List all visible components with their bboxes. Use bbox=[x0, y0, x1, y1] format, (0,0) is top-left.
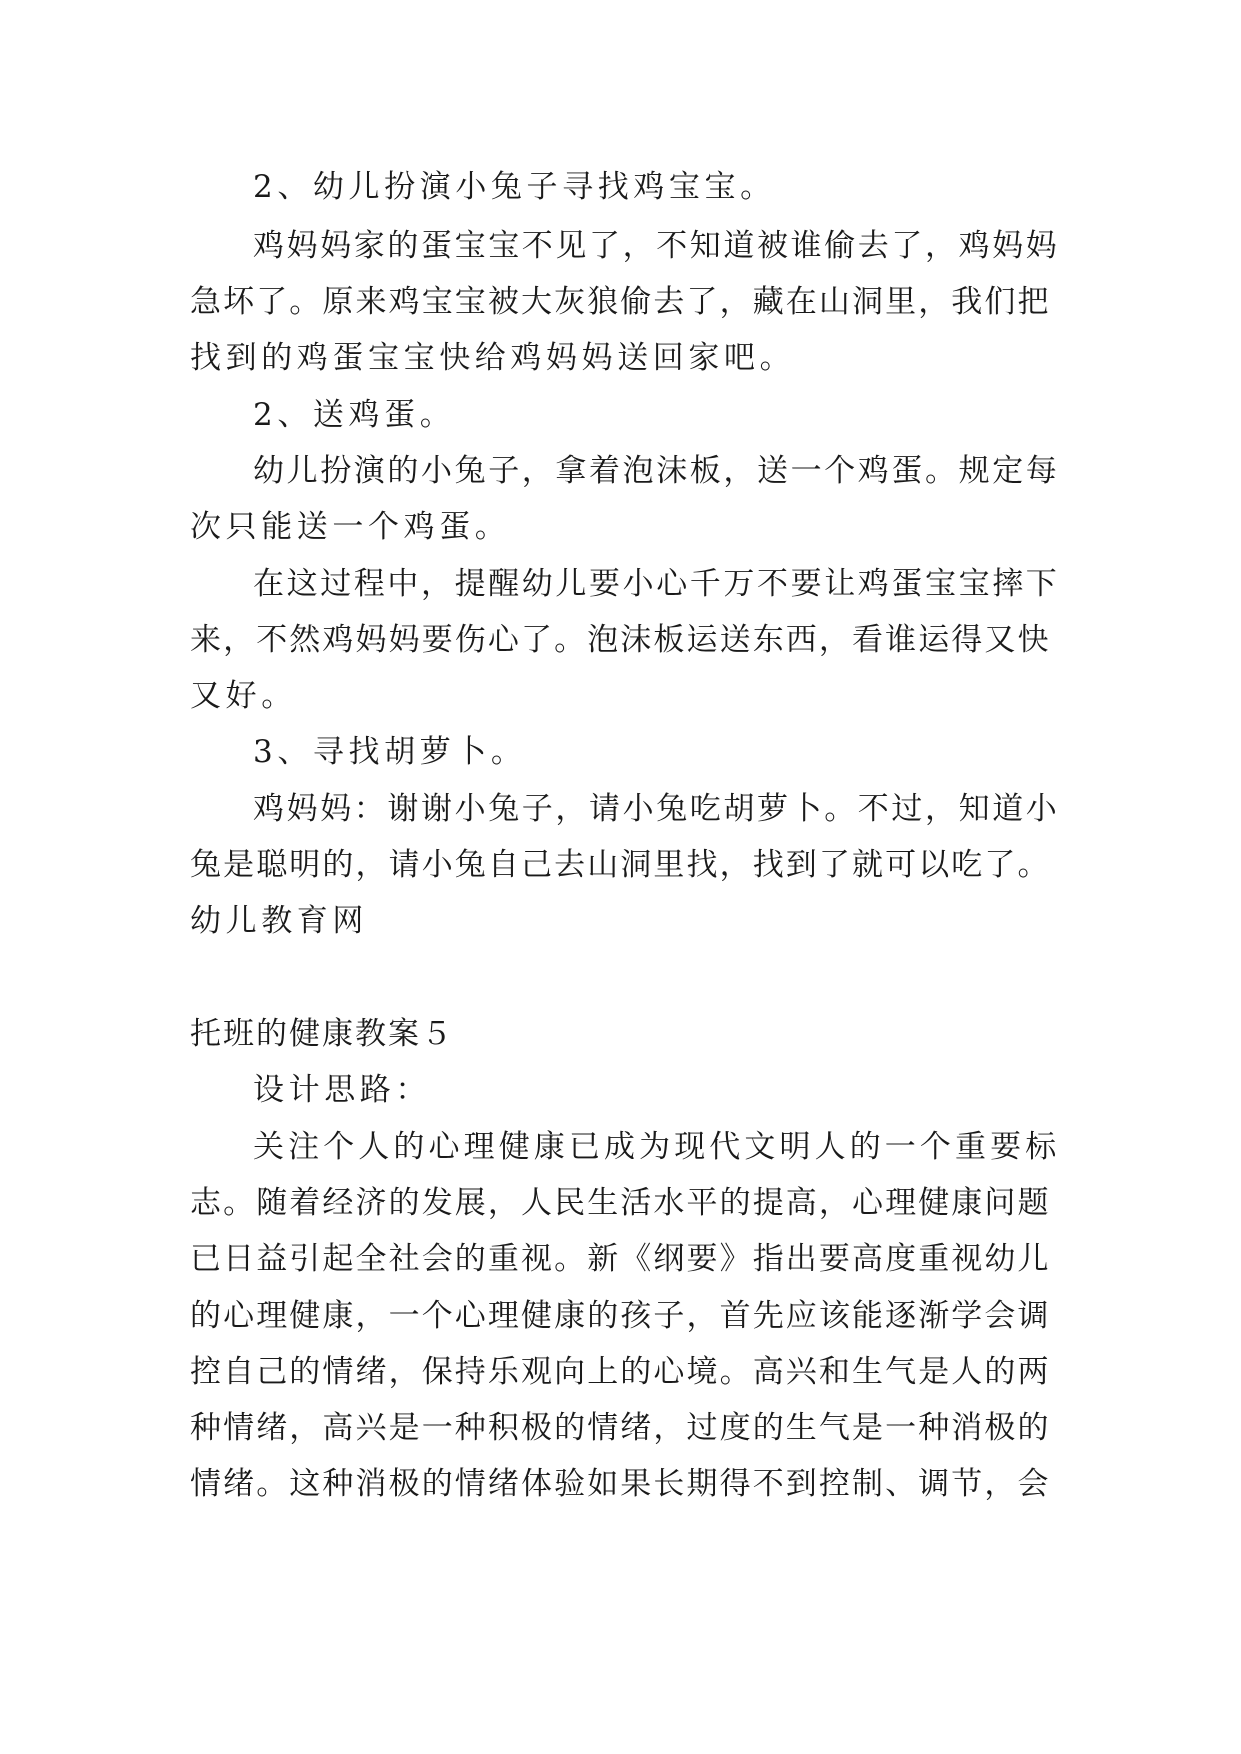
step-heading-find-carrots: 3、寻找胡萝卜。 bbox=[253, 734, 527, 770]
paragraph-line: 鸡妈妈家的蛋宝宝不见了，不知道被谁偷去了，鸡妈妈 bbox=[253, 228, 1060, 264]
paragraph-line: 已日益引起全社会的重视。新《纲要》指出要高度重视幼儿 bbox=[190, 1241, 1051, 1277]
paragraph-line: 次只能送一个鸡蛋。 bbox=[190, 509, 511, 545]
subheading-design-idea: 设计思路： bbox=[253, 1072, 431, 1108]
paragraph-line: 找到的鸡蛋宝宝快给鸡妈妈送回家吧。 bbox=[190, 340, 796, 376]
paragraph-line: 志。随着经济的发展，人民生活水平的提高，心理健康问题 bbox=[190, 1185, 1051, 1221]
paragraph-line: 兔是聪明的，请小兔自己去山洞里找，找到了就可以吃了。 bbox=[190, 847, 1051, 883]
step-heading-find-chicks: 2、幼儿扮演小兔子寻找鸡宝宝。 bbox=[253, 169, 776, 205]
paragraph-line: 关注个人的心理健康已成为现代文明人的一个重要标 bbox=[253, 1129, 1061, 1165]
section-title: 托班的健康教案５ bbox=[190, 1016, 454, 1052]
paragraph-line: 情绪。这种消极的情绪体验如果长期得不到控制、调节，会 bbox=[190, 1466, 1051, 1502]
paragraph-line: 幼儿扮演的小兔子，拿着泡沫板，送一个鸡蛋。规定每 bbox=[253, 453, 1060, 489]
paragraph-line: 种情绪，高兴是一种积极的情绪，过度的生气是一种消极的 bbox=[190, 1410, 1051, 1446]
paragraph-line: 又好。 bbox=[190, 678, 297, 714]
paragraph-line: 控自己的情绪，保持乐观向上的心境。高兴和生气是人的两 bbox=[190, 1354, 1051, 1390]
step-heading-deliver-eggs: 2、送鸡蛋。 bbox=[253, 397, 456, 433]
paragraph-line: 来，不然鸡妈妈要伤心了。泡沫板运送东西，看谁运得又快 bbox=[190, 622, 1051, 658]
paragraph-line: 的心理健康，一个心理健康的孩子，首先应该能逐渐学会调 bbox=[190, 1298, 1051, 1334]
paragraph-line: 急坏了。原来鸡宝宝被大灰狼偷去了，藏在山洞里，我们把 bbox=[190, 284, 1051, 320]
source-note: 幼儿教育网 bbox=[190, 903, 368, 939]
paragraph-line: 在这过程中，提醒幼儿要小心千万不要让鸡蛋宝宝摔下 bbox=[253, 566, 1060, 602]
paragraph-line: 鸡妈妈：谢谢小兔子，请小兔吃胡萝卜。不过，知道小 bbox=[253, 791, 1060, 827]
